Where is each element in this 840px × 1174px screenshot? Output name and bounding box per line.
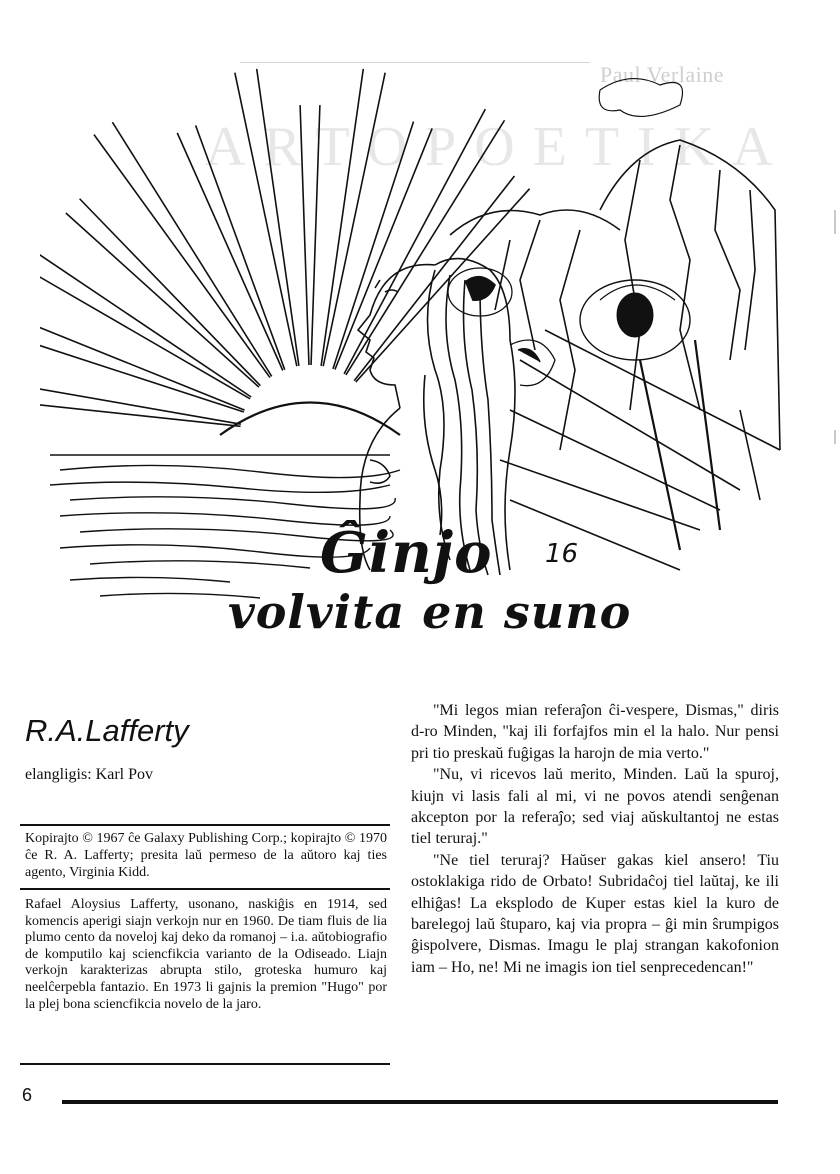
edge-mark: [834, 210, 836, 234]
body-paragraph: "Ne tiel teruraj? Haŭser gakas kiel ansero! Tiu ostoklakiga rido de Orbato! Subridaĉoj tiel laŭtaj, ke ili elhiĝas! La eksplodo de Kuper estas kiel la kuro de barelegoj laŭ ŝtuparo, kaj via propra – ĝi min ŝrumpigos ĝispolvere, Dismas. Imagu le plaj strangan kakofonion iam – Ho, ne! Mi ne imagis ion tiel senprecedencan!": [411, 851, 779, 976]
illustration-signature: 16: [545, 539, 579, 569]
sun-ray: [112, 122, 271, 376]
sun-ray: [321, 69, 363, 366]
sun-ray: [40, 395, 241, 427]
mountain-icon: [450, 79, 780, 570]
sun-icon: [40, 69, 530, 435]
story-title-line-2: volvita en suno: [228, 585, 632, 639]
divider: [20, 888, 390, 890]
sun-ray: [235, 73, 297, 367]
copyright-notice: Kopirajto © 1967 ĉe Galaxy Publishing Corp.; kopirajto © 1970 ĉe R. A. Lafferty; presita laŭ permeso de la aŭtoro kaj ties agento, Virginia Kidd.: [25, 831, 387, 880]
sun-ray: [40, 373, 241, 425]
divider: [20, 824, 390, 826]
bleed-through-title: ARTOPOETIKA: [205, 116, 791, 178]
sun-ray: [40, 230, 251, 397]
sun-ray: [311, 105, 320, 365]
sun-ray: [66, 213, 259, 387]
author-biography: Rafael Aloysius Lafferty, usonano, naskiĝis en 1914, sed komencis aperigi siajn verkojn nur en 1960. De tiam fluis de lia plumo cento da noveloj kaj deko da romanoj – i.a. aŭtobiografio de komputilo kaj sciencfikcia varianto de la Odiseado. Liajn verkojn karakterizas abrupta stilo, groteska humuro kaj neelĉerpebla fantazio. En 1973 li gajnis la premion "Hugo" por la plej bona sciencfikcia novelo de la jaro.: [25, 897, 387, 1012]
sun-ray: [40, 248, 250, 398]
sun-ray: [300, 105, 309, 365]
footer-rule: [62, 1100, 778, 1104]
story-body: [411, 700, 779, 978]
author-name: R.A.Lafferty: [25, 713, 189, 748]
bleed-through-header: Paul Verlaine: [600, 62, 725, 87]
tree-icon: [580, 280, 690, 360]
page-number: 6: [22, 1085, 33, 1105]
story-title-line-1: Ĝinjo: [320, 520, 493, 586]
sun-ray: [40, 313, 245, 410]
body-paragraph: "Nu, vi ricevos laŭ merito, Minden. Laŭ la spuroj, kiujn vi lasis fali al mi, vi ne povos atendi senĝenan akcepton por la referaĵo; sed viaj aŭskultantoj ne estas tiel teruraj.": [411, 766, 779, 848]
sun-ray: [354, 176, 514, 381]
edge-mark: [834, 430, 836, 444]
sun-ray: [257, 69, 299, 366]
translator-credit: elangligis: Karl Pov: [25, 766, 153, 783]
body-paragraph: "Mi legos mian referaĵon ĉi-vespere, Dismas," diris d-ro Minden, "kaj ili forfajfos min el la halo. Nur pensi pri tio preskaŭ fuĝigas la harojn de mia verto.": [411, 702, 779, 762]
divider: [20, 1063, 390, 1065]
